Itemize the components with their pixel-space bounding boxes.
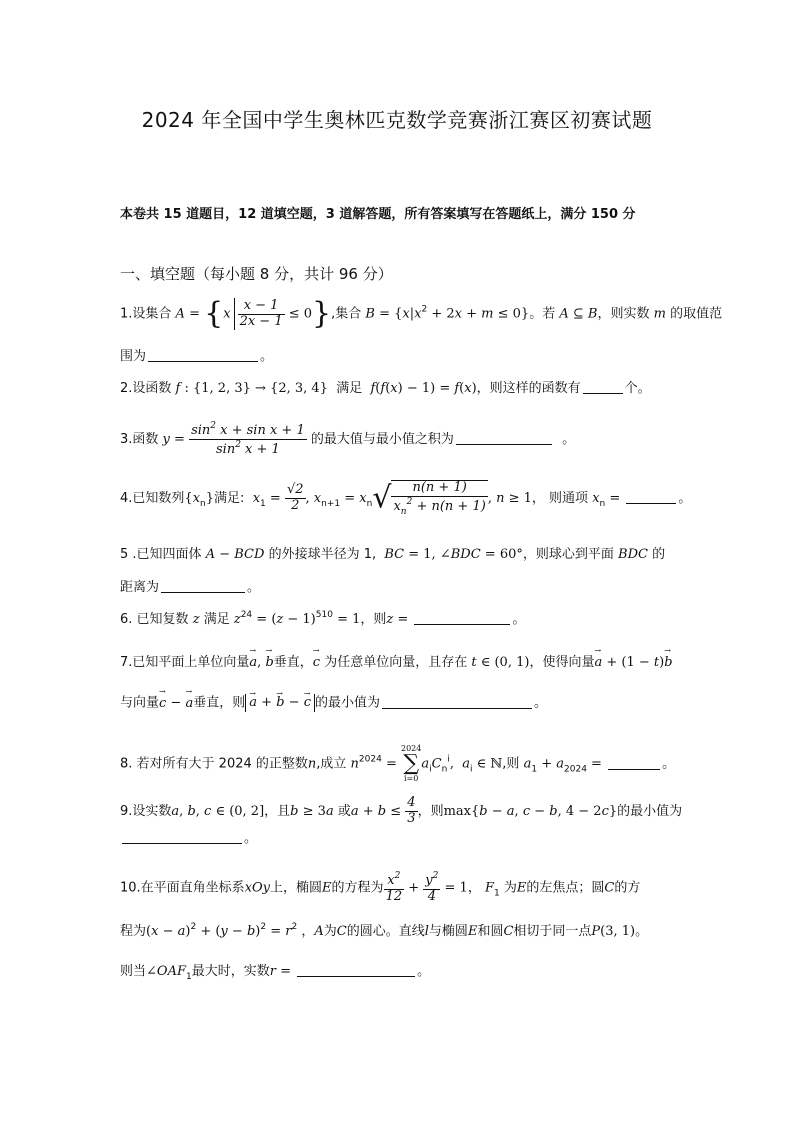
question-4: 4.已知数列$\{x_n\}$满足: $x_1$ = $\frac{√2}{2}$ , $x_{n+1} = x_n√$ $\frac{n(n + 1)}{x_n^2 + n(n + 1)}$ , n ≥ 1， 则通项 $x_n$ = 。 (120, 480, 692, 517)
question-1: 1.设集合 A = {x $\frac{x - 1}{2x - 1}$ ≤ 0},集合 $B = \{x|x^2 + 2x + m \le 0\}$。若 A ⊆ B，则实数 m 的取值范 (120, 296, 723, 331)
question-9: 9.设实数a, b, c ∈ (0, 2]，且b ≥ 3a 或a + b ≤ $\frac{4}{3}$ ，则max{b − a, c − b, 4 − 2c}的最小值为 (120, 795, 683, 826)
answer-blank-3[interactable] (456, 432, 552, 445)
question-5-line-2: 距离为 。 (120, 580, 261, 595)
answer-blank-1[interactable] (148, 349, 258, 362)
question-1-line-2: 围为 。 (120, 349, 274, 364)
answer-blank-6[interactable] (414, 612, 510, 625)
question-3: 3.函数 y = $\frac{\sin^2 x + \sin x + 1}{\sin^2 x + 1}$ 的最大值与最小值之积为 。 (120, 421, 576, 457)
answer-blank-5[interactable] (161, 580, 245, 593)
question-6: 6. 已知复数 z 满足 $z^{24} = (z - 1)^{510} = 1$，则z = 。 (120, 610, 526, 627)
question-8: 8. 若对所有大于 2024 的正整数n,成立 $n^{2024}$ = 2024 ∑ i=0 $a_iC_n^i$, $a_i$ ∈ ℕ,则 $a_1 + a_{2024}$ = 。 (120, 744, 676, 783)
answer-blank-10[interactable] (297, 964, 415, 977)
exam-intro: 本卷共 15 道题目，12 道填空题，3 道解答题，所有答案填写在答题纸上，满分 150 分 (120, 207, 636, 222)
question-5: 5 .已知四面体 A − BCD 的外接球半径为 1, BC = 1, ∠BDC = 60°，则球心到平面 BDC 的 (120, 547, 666, 562)
question-10-line-2: 程为$(x - a)^2 + (y - b)^2 = r^2$ ，A为C的圆心。直线l与椭圆E和圆C相切于同一点P(3, 1)。 (120, 922, 649, 939)
question-10: 10.在平面直角坐标系xOy上，椭圆E的方程为 $\frac{x^2}{12}$ + $\frac{y^2}{4}$ = 1， $F_1$ 为E的左焦点；圆C的方 (120, 871, 641, 904)
answer-blank-7[interactable] (382, 696, 532, 709)
answer-blank-2[interactable] (583, 381, 623, 394)
question-2: 2.设函数 f : {1, 2, 3} → {2, 3, 4} 满足 f(f(x) − 1) = f(x)，则这样的函数有 个。 (120, 381, 651, 396)
question-7-line-2: 与向量→ c − → a垂直，则→ a + → b − → c 的最小值为 。 (120, 694, 547, 712)
question-7: 7.已知平面上单位向量→ a, → b垂直，→ c 为任意单位向量，且存在 t ∈ (0, 1)，使得向量→ a + (1 − t)→ b (120, 656, 673, 669)
answer-blank-4[interactable] (626, 491, 676, 504)
answer-blank-8[interactable] (608, 757, 660, 770)
answer-blank-9[interactable] (122, 831, 242, 844)
question-9-line-2: 。 (120, 831, 257, 845)
section-heading: 一、填空题（每小题 8 分，共计 96 分） (120, 265, 393, 283)
question-10-line-3: 则当$\angle OAF_1$最大时，实数r = 。 (120, 964, 431, 982)
page-title: 2024 年全国中学生奥林匹克数学竞赛浙江赛区初赛试题 (141, 108, 653, 132)
